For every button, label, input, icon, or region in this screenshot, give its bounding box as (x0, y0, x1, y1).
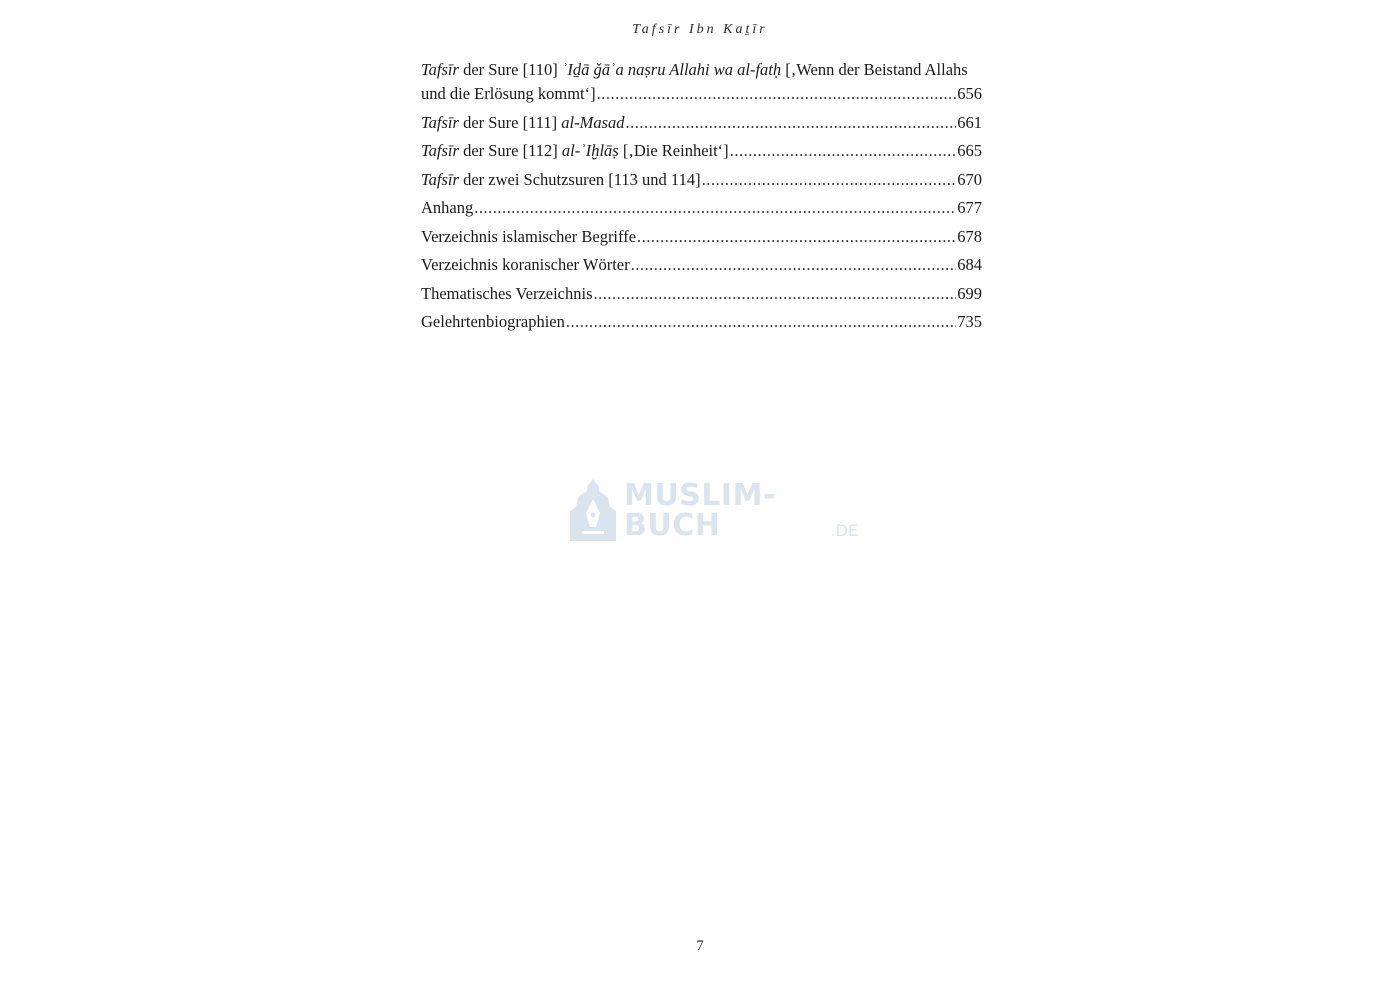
toc-leader-dots (566, 310, 956, 334)
toc-entry-suffix: [‚Die Reinheit‘] (618, 141, 729, 160)
toc-entry-label (421, 139, 729, 163)
watermark-text: MUSLIM-BUCH (624, 478, 776, 543)
toc-entry-suffix: [‚Wenn der Beistand Allahs (781, 60, 968, 79)
toc-page-number: 661 (957, 112, 982, 132)
toc-page-number: 665 (957, 141, 982, 160)
toc-entry[interactable] (421, 282, 982, 306)
watermark (568, 475, 858, 541)
toc-page-number: 684 (957, 255, 982, 274)
toc-entry-label (421, 111, 625, 135)
table-of-contents (421, 58, 982, 339)
toc-entry-label (421, 168, 701, 192)
toc-entry-prefix: Tafsīr (421, 169, 459, 189)
toc-page-number: 678 (957, 226, 982, 246)
toc-page-number: 735 (957, 312, 982, 331)
toc-entry-italic-title: al-Masad (561, 112, 625, 132)
toc-leader-dots (594, 282, 957, 306)
toc-entry-label: Verzeichnis koranischer Wörter (421, 255, 630, 274)
toc-page-number: 670 (957, 169, 982, 189)
toc-leader-dots (637, 225, 956, 249)
toc-leader-dots (631, 253, 957, 277)
toc-entry[interactable] (421, 253, 982, 277)
running-title: Tafsīr Ibn Kaṯīr (632, 22, 768, 37)
toc-entry[interactable] (421, 168, 982, 192)
toc-entry-middle: der zwei Schutzsuren [113 und 114] (458, 169, 701, 189)
toc-entry-middle: der Sure [110] (458, 60, 562, 79)
toc-entry-label: Thematisches Verzeichnis (421, 283, 593, 303)
toc-entry-continuation: und die Erlösung kommt‘] (421, 84, 596, 103)
toc-entry[interactable] (421, 139, 982, 163)
toc-entry[interactable] (421, 196, 982, 220)
toc-entry-line2 (421, 82, 982, 106)
toc-entry[interactable] (421, 111, 982, 135)
toc-entry-middle: der Sure [112] (458, 141, 562, 160)
toc-page-number: 699 (957, 283, 982, 303)
toc-entry-prefix: Tafsīr (421, 112, 459, 132)
toc-entry-prefix: Tafsīr (421, 60, 459, 79)
toc-entry-line1 (421, 58, 982, 82)
toc-leader-dots (597, 82, 957, 106)
toc-entry-prefix: Tafsīr (421, 141, 459, 160)
toc-entry-italic-title: ʾIḏā ǧāʾa naṣru Allahi wa al-fatḥ (561, 60, 782, 79)
toc-entry-italic-title: al-ʾIḫlāṣ (561, 141, 619, 160)
toc-page-number: 677 (957, 198, 982, 217)
toc-leader-dots (702, 168, 957, 192)
toc-entry[interactable] (421, 225, 982, 249)
toc-entry-label: Gelehrtenbiographien (421, 312, 565, 331)
toc-entry[interactable] (421, 310, 982, 334)
toc-leader-dots (626, 111, 957, 135)
toc-leader-dots (474, 196, 956, 220)
toc-page-number: 656 (957, 84, 982, 103)
toc-entry-middle: der Sure [111] (458, 112, 562, 132)
toc-entry[interactable] (421, 58, 982, 106)
toc-entry-label: Verzeichnis islamischer Begriffe (421, 226, 637, 246)
watermark-suffix: .DE (830, 521, 858, 540)
toc-entry-label: Anhang (421, 198, 474, 217)
page-number: 7 (696, 938, 704, 954)
mosque-pen-icon (568, 477, 618, 541)
toc-leader-dots (730, 139, 957, 163)
